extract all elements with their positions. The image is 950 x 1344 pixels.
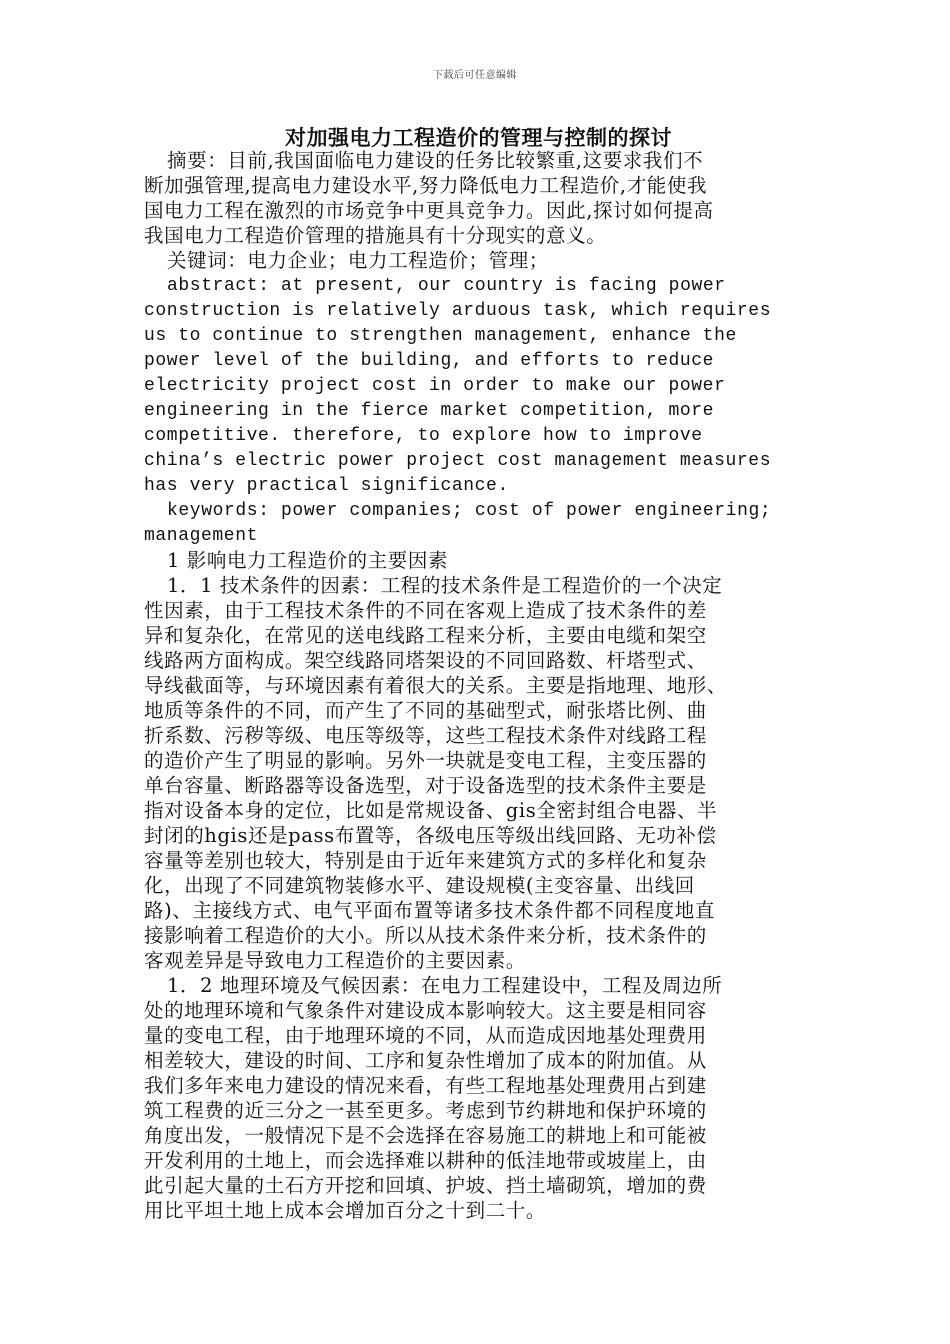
body-line: 封闭的hgis还是pass布置等，各级电压等级出线回路、无功补偿 xyxy=(144,824,717,847)
keywords-cn-line: 关键词：电力企业；电力工程造价；管理； xyxy=(167,249,549,272)
body-line: 筑工程费的近三分之一甚至更多。考虑到节约耕地和保护环境的 xyxy=(144,1099,707,1122)
section-heading: 1 影响电力工程造价的主要因素 xyxy=(167,549,449,572)
body-line: 量的变电工程，由于地理环境的不同，从而造成因地基处理费用 xyxy=(144,1024,707,1047)
abstract-cn-line: 我国电力工程造价管理的措施具有十分现实的意义。 xyxy=(144,224,607,247)
body-line: 1．2 地理环境及气候因素：在电力工程建设中，工程及周边所 xyxy=(167,974,723,997)
abstract-en-line: engineering in the fierce market competition, more xyxy=(144,401,715,421)
body-line: 线路两方面构成。架空线路同塔架设的不同回路数、杆塔型式、 xyxy=(144,649,707,672)
document-title: 对加强电力工程造价的管理与控制的探讨 xyxy=(285,126,672,150)
abstract-cn-line: 摘要：目前,我国面临电力建设的任务比较繁重,这要求我们不 xyxy=(167,149,704,172)
abstract-en-line: has very practical significance. xyxy=(144,476,509,496)
body-line: 用比平坦土地上成本会增加百分之十到二十。 xyxy=(144,1199,547,1222)
abstract-en-line: construction is relatively arduous task, which requires xyxy=(144,301,772,321)
keywords-en-line: management xyxy=(144,526,259,546)
body-line: 1．1 技术条件的因素：工程的技术条件是工程造价的一个决定 xyxy=(167,574,723,597)
abstract-cn-line: 断加强管理,提高电力建设水平,努力降低电力工程造价,才能使我 xyxy=(144,174,708,197)
keywords-en-line: keywords: power companies; cost of power engineering; xyxy=(167,501,772,521)
body-line: 的造价产生了明显的影响。另外一块就是变电工程，主变压器的 xyxy=(144,749,707,772)
body-line: 客观差异是导致电力工程造价的主要因素。 xyxy=(144,949,526,972)
body-line: 折系数、污秽等级、电压等级等，这些工程技术条件对线路工程 xyxy=(144,724,707,747)
abstract-en-line: competitive. therefore, to explore how to improve xyxy=(144,426,703,446)
body-line: 此引起大量的土石方开挖和回填、护坡、挡土墙砌筑，增加的费 xyxy=(144,1174,707,1197)
body-line: 角度出发，一般情况下是不会选择在容易施工的耕地上和可能被 xyxy=(144,1124,707,1147)
body-line: 单台容量、断路器等设备选型，对于设备选型的技术条件主要是 xyxy=(144,774,707,797)
header-note: 下载后可任意编辑 xyxy=(433,70,517,81)
body-line: 接影响着工程造价的大小。所以从技术条件来分析，技术条件的 xyxy=(144,924,707,947)
body-line: 我们多年来电力建设的情况来看，有些工程地基处理费用占到建 xyxy=(144,1074,707,1097)
body-line: 开发利用的土地上，而会选择难以耕种的低洼地带或坡崖上，由 xyxy=(144,1149,707,1172)
body-line: 化，出现了不同建筑物装修水平、建设规模(主变容量、出线回 xyxy=(144,874,695,897)
body-line: 路)、主接线方式、电气平面布置等诸多技术条件都不同程度地直 xyxy=(144,899,716,922)
abstract-en-line: us to continue to strengthen management, enhance the xyxy=(144,326,737,346)
body-line: 指对设备本身的定位，比如是常规设备、gis全密封组合电器、半 xyxy=(144,799,718,822)
body-line: 处的地理环境和气象条件对建设成本影响较大。这主要是相同容 xyxy=(144,999,707,1022)
body-line: 地质等条件的不同，而产生了不同的基础型式，耐张塔比例、曲 xyxy=(144,699,707,722)
body-line: 导线截面等，与环境因素有着很大的关系。主要是指地理、地形、 xyxy=(144,674,727,697)
abstract-en-line: power level of the building, and efforts to reduce xyxy=(144,351,715,371)
abstract-en-line: abstract: at present, our country is facing power xyxy=(167,276,726,296)
body-line: 性因素，由于工程技术条件的不同在客观上造成了技术条件的差 xyxy=(144,599,707,622)
body-line: 相差较大，建设的时间、工序和复杂性增加了成本的附加值。从 xyxy=(144,1049,707,1072)
abstract-cn-line: 国电力工程在激烈的市场竞争中更具竞争力。因此,探讨如何提高 xyxy=(144,199,714,222)
abstract-en-line: china’s electric power project cost management measures xyxy=(144,451,772,471)
abstract-en-line: electricity project cost in order to make our power xyxy=(144,376,726,396)
body-line: 异和复杂化，在常见的送电线路工程来分析，主要由电缆和架空 xyxy=(144,624,707,647)
body-line: 容量等差别也较大，特别是由于近年来建筑方式的多样化和复杂 xyxy=(144,849,707,872)
